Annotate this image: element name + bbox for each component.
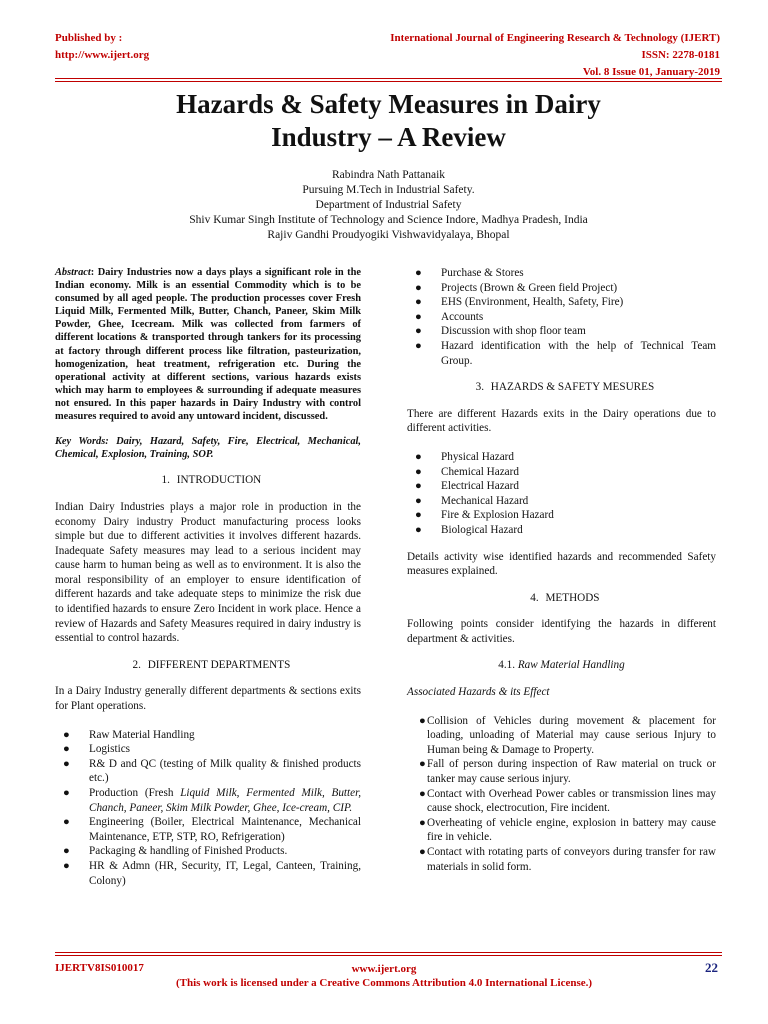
left-column: [55, 266, 361, 888]
subsection-heading-raw-material: 4.1. Raw Material Handling: [498, 659, 625, 672]
list-item: ● Contact with rotating parts of conveyors during transfer for raw materials in solid form.: [419, 846, 716, 873]
list-item: ● R& D and QC (testing of Milk quality & finished products etc.): [63, 757, 361, 785]
abstract-text: : Dairy Industries now a days plays a significant role in the Indian economy. Milk is an essential Commodity which is to be consumed by all aged people. The production processes cover Fresh Liquid Milk, Fermented Milk, Butter, Chanch, Paneer, Skim Milk Powder, Ghee, Icecream. Milk was collected from farmers of different locations & transported through tankers for its processing at factory through different process like filtration, pasteurization, homogenization, heat treatment, refrigeration etc. During the operational activity at different sections, various hazards exists which may harm to employees & surrounding if adequate measures not ensured. In this paper hazards in Dairy Industry with control measures required to avoid any untoward incident, discussed.: [55, 267, 361, 423]
hazards-list: [407, 450, 716, 538]
author-pursuing: Pursuing M.Tech in Industrial Safety.: [302, 184, 475, 196]
list-item: ● Mechanical Hazard: [415, 494, 529, 507]
introduction-text: Indian Dairy Industries plays a major role in production in the economy Dairy industry Product manufacturing process looks simple but due to different activities it involves different hazards. Inadequate Safety measures may lead to a serious incident may cause harm to human being as well as to environment. It is also the moral responsibility of an employer to ensure identification of different hazards and take adequate steps to minimize the risk due to identified hazards to ensure Zero Incident in work place. Hence a review of Hazards and Safety Measures required in dairy industry is essential to control hazards.: [55, 500, 361, 645]
list-item: ● Packaging & handling of Finished Products.: [63, 845, 288, 858]
author-name: Rabindra Nath Pattanaik: [331, 169, 446, 181]
author-university: Rajiv Gandhi Proudyogiki Vishwavidyalaya, Bhopal: [267, 229, 510, 241]
author-block: [55, 168, 722, 243]
list-item: ● Discussion with shop floor team: [415, 325, 586, 338]
paper-title: [55, 88, 722, 154]
list-item: ● Collision of Vehicles during movement & placement for loading, unloading of Material may cause serious Injury to Human being & Damage to Property.: [419, 714, 716, 756]
hazards-text: There are different Hazards exits in the Dairy operations due to different activities.: [407, 407, 716, 435]
departments-list: [55, 728, 361, 889]
list-item: ● Production (Fresh Liquid Milk, Fermented Milk, Butter, Chanch, Paneer, Skim Milk Powder, Ghee, Ice-cream, CIP.: [63, 787, 362, 814]
journal-volume: Vol. 8 Issue 01, January-2019: [582, 66, 720, 78]
departments-text: In a Dairy Industry generally different departments & sections exits for Plant operations.: [55, 685, 361, 713]
list-item: ● Biological Hazard: [415, 523, 523, 536]
list-item: ● Hazard identification with the help of Technical Team Group.: [415, 339, 716, 367]
section-heading-hazards: 3. HAZARDS & SAFETY MESURES: [475, 381, 655, 394]
journal-issn: ISSN: 2278-0181: [641, 49, 720, 61]
methods-text: Following points consider identifying the hazards in different department & activities.: [407, 618, 716, 645]
footer-website-link[interactable]: www.ijert.org: [351, 963, 417, 975]
list-item: ● Purchase & Stores: [415, 267, 524, 279]
keywords: Key Words: Dairy, Hazard, Safety, Fire, Electrical, Mechanical, Chemical, Explosion, Training, SOP.: [55, 436, 361, 461]
header-journal: [390, 30, 720, 81]
section-heading-departments: 2. DIFFERENT DEPARTMENTS: [132, 658, 291, 671]
abstract: [55, 266, 361, 423]
list-item: ● Chemical Hazard: [415, 465, 519, 478]
footer-rule: [55, 952, 722, 956]
list-item: ● Electrical Hazard: [415, 480, 519, 493]
abstract-label: Abstract: [55, 267, 91, 278]
raw-material-hazards-list: [407, 714, 716, 875]
list-item: ● Fall of person during inspection of Raw material on truck or tanker may cause serious injury.: [419, 758, 716, 786]
page-number: 22: [705, 960, 718, 975]
associated-hazards-heading: Associated Hazards & its Effect: [407, 686, 550, 699]
hazards-text-2: Details activity wise identified hazards and recommended Safety measures explained.: [407, 550, 716, 578]
list-item: ● EHS (Environment, Health, Safety, Fire): [415, 296, 624, 309]
footer-license: (This work is licensed under a Creative Commons Attribution 4.0 International License.): [175, 977, 593, 989]
list-item: ● Physical Hazard: [415, 450, 515, 463]
header-rule: [55, 78, 722, 82]
title-line-1: Hazards & Safety Measures in Dairy: [176, 89, 601, 119]
author-institute: Shiv Kumar Singh Institute of Technology and Science Indore, Madhya Pradesh, India: [189, 214, 588, 226]
footer-paper-id: IJERTV8IS010017: [55, 962, 144, 974]
list-item: ● Logistics: [63, 743, 131, 756]
list-item: ● Accounts: [415, 310, 484, 323]
list-item: ● Overheating of vehicle engine, explosion in battery may cause fire in vehicle.: [419, 816, 716, 844]
list-item: ● Engineering (Boiler, Electrical Maintenance, Mechanical Maintenance, ETP, STP, RO, Refrigeration): [63, 816, 361, 843]
published-by-label: Published by :: [55, 32, 123, 44]
list-item: ● Fire & Explosion Hazard: [415, 509, 554, 522]
list-item: ● Contact with Overhead Power cables or transmission lines may cause shock, electrocution, Fire incident.: [419, 787, 716, 815]
list-item: ● Projects (Brown & Green field Project): [415, 281, 618, 294]
publisher-website-link[interactable]: http://www.ijert.org: [55, 49, 150, 61]
footer-center: [0, 962, 768, 990]
list-item: ● HR & Admn (HR, Security, IT, Legal, Canteen, Training, Colony): [63, 859, 361, 887]
right-column: [407, 266, 716, 874]
section-heading-methods: 4. METHODS: [530, 591, 600, 604]
header-publisher: [55, 30, 149, 64]
title-line-2: Industry – A Review: [271, 122, 506, 152]
author-department: Department of Industrial Safety: [315, 199, 462, 211]
departments-list-continued: [407, 266, 716, 368]
journal-name: International Journal of Engineering Research & Technology (IJERT): [390, 32, 720, 44]
section-heading-introduction: 1. INTRODUCTION: [161, 474, 262, 487]
list-item: ● Raw Material Handling: [63, 728, 195, 741]
